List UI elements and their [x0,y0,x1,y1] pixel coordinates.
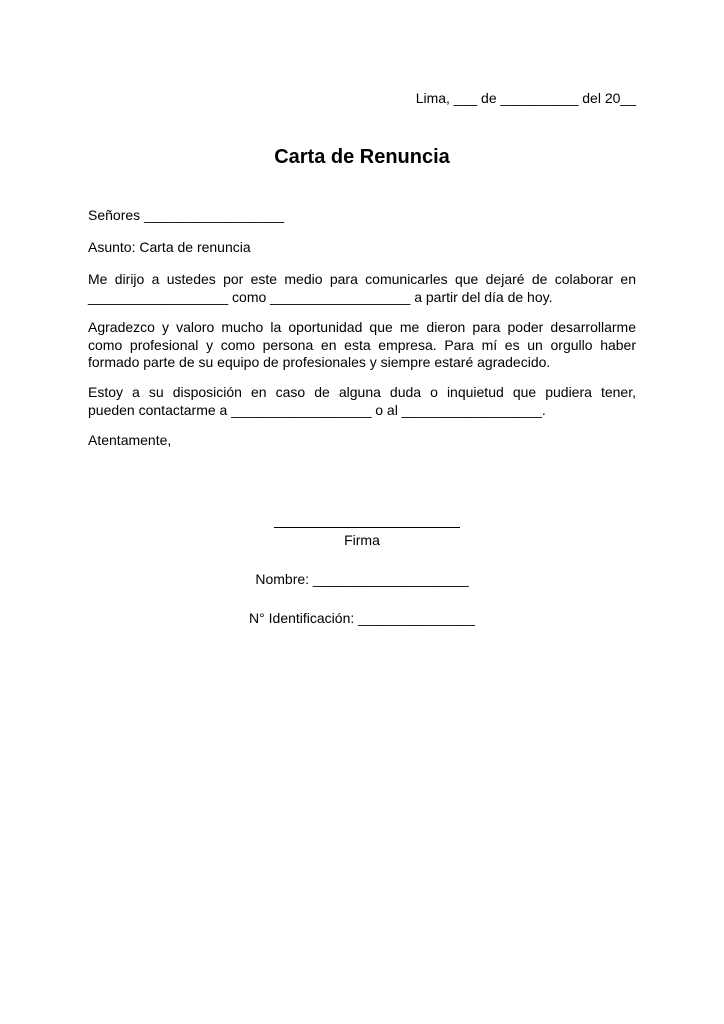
paragraph-contact [88,384,636,419]
recipient-line [88,207,636,225]
paragraph-gratitude [88,319,636,372]
paragraph-2-line-2: como profesional y como persona en esta empresa. Para mí es un orgullo haber [88,336,636,353]
paragraph-2-line-1: Agradezco y valoro mucho la oportunidad que me dieron para poder desarrollarme [88,319,636,335]
paragraph-3-line-2: pueden contactarme a __________________ o al __________________. [88,401,546,418]
subject-line [88,239,636,257]
closing-text: Atentamente, [88,432,172,448]
paragraph-2-line-3: formado parte de su equipo de profesionales y siempre estaré agradecido. [88,354,551,370]
subject-text: Asunto: Carta de renuncia [88,239,251,255]
signature-label: Firma [344,532,380,548]
letter-title: Carta de Renuncia [274,146,450,168]
recipient-text: Señores __________________ [88,207,285,223]
signature-line [274,527,460,528]
date-line: Lima, ___ de __________ del 20__ [415,90,636,106]
paragraph-1-line-2: __________________ como __________________ a partir del día de hoy. [88,288,553,305]
paragraph-1-line-1: Me dirijo a ustedes por este medio para comunicarles que dejaré de colaborar en [88,271,636,287]
paragraph-3-line-1: Estoy a su disposición en caso de alguna duda o inquietud que pudiera tener, [88,384,636,400]
id-field: N° Identificación: _______________ [249,610,475,626]
name-field: Nombre: ____________________ [255,571,469,587]
closing-line [88,432,636,450]
paragraph-resignation [88,271,636,306]
